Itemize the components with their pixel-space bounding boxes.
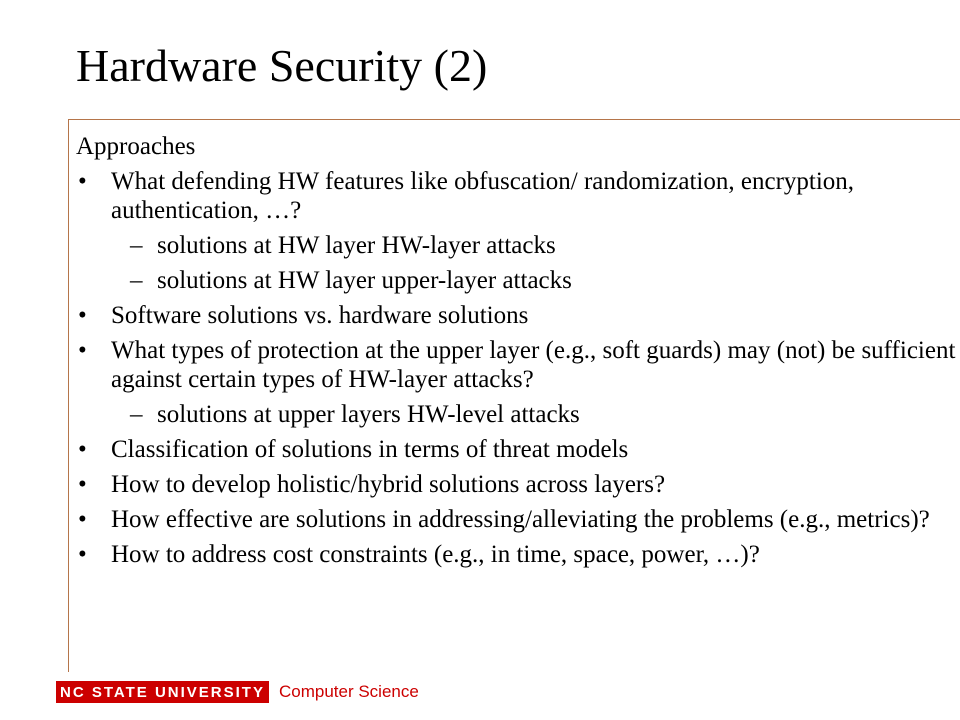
sub-marker: –: [130, 401, 143, 428]
university-logo: NC STATE UNIVERSITY: [56, 681, 269, 703]
bullet-item: [76, 167, 956, 225]
slide-title: Hardware Security (2): [76, 40, 488, 91]
bullet-marker: •: [78, 471, 87, 498]
sub-item: [76, 400, 956, 429]
footer-bar: [56, 681, 419, 703]
bullet-marker: •: [78, 541, 87, 568]
sub-item: [76, 266, 956, 295]
bullet-item: [76, 540, 956, 569]
bullet-marker: •: [78, 436, 87, 463]
bullet-marker: •: [78, 506, 87, 533]
bullet-item: [76, 505, 956, 534]
bullet-text: Software solutions vs. hardware solutions: [111, 302, 529, 329]
bullet-text: How to develop holistic/hybrid solutions across layers?: [111, 471, 666, 498]
sub-text: solutions at HW layer upper-layer attacks: [157, 267, 572, 294]
sub-marker: –: [130, 267, 143, 294]
department-label: Computer Science: [278, 682, 419, 701]
bullet-item: [76, 301, 956, 330]
bullet-text: What defending HW features like obfuscation/ randomization, encryption, authentication, …?: [111, 168, 855, 224]
bullet-text: How to address cost constraints (e.g., in time, space, power, …)?: [111, 541, 760, 568]
sub-text: solutions at HW layer HW-layer attacks: [157, 232, 556, 259]
frame-left-rule: [68, 119, 69, 672]
sub-item: [76, 231, 956, 260]
approaches-heading: Approaches: [76, 133, 196, 160]
bullet-text: What types of protection at the upper layer (e.g., soft guards) may (not) be sufficient against certain types of HW-layer attacks?: [111, 337, 956, 393]
sub-text: solutions at upper layers HW-level attacks: [157, 401, 580, 428]
bullet-item: [76, 336, 956, 394]
bullet-marker: •: [78, 168, 87, 195]
bullet-marker: •: [78, 302, 87, 329]
sub-marker: –: [130, 232, 143, 259]
bullet-text: How effective are solutions in addressing/alleviating the problems (e.g., metrics)?: [111, 506, 930, 533]
slide-body: [76, 132, 956, 575]
bullet-item: [76, 435, 956, 464]
bullet-text: Classification of solutions in terms of threat models: [111, 436, 629, 463]
bullet-marker: •: [78, 337, 87, 364]
frame-top-rule: [68, 119, 960, 120]
bullet-item: [76, 470, 956, 499]
